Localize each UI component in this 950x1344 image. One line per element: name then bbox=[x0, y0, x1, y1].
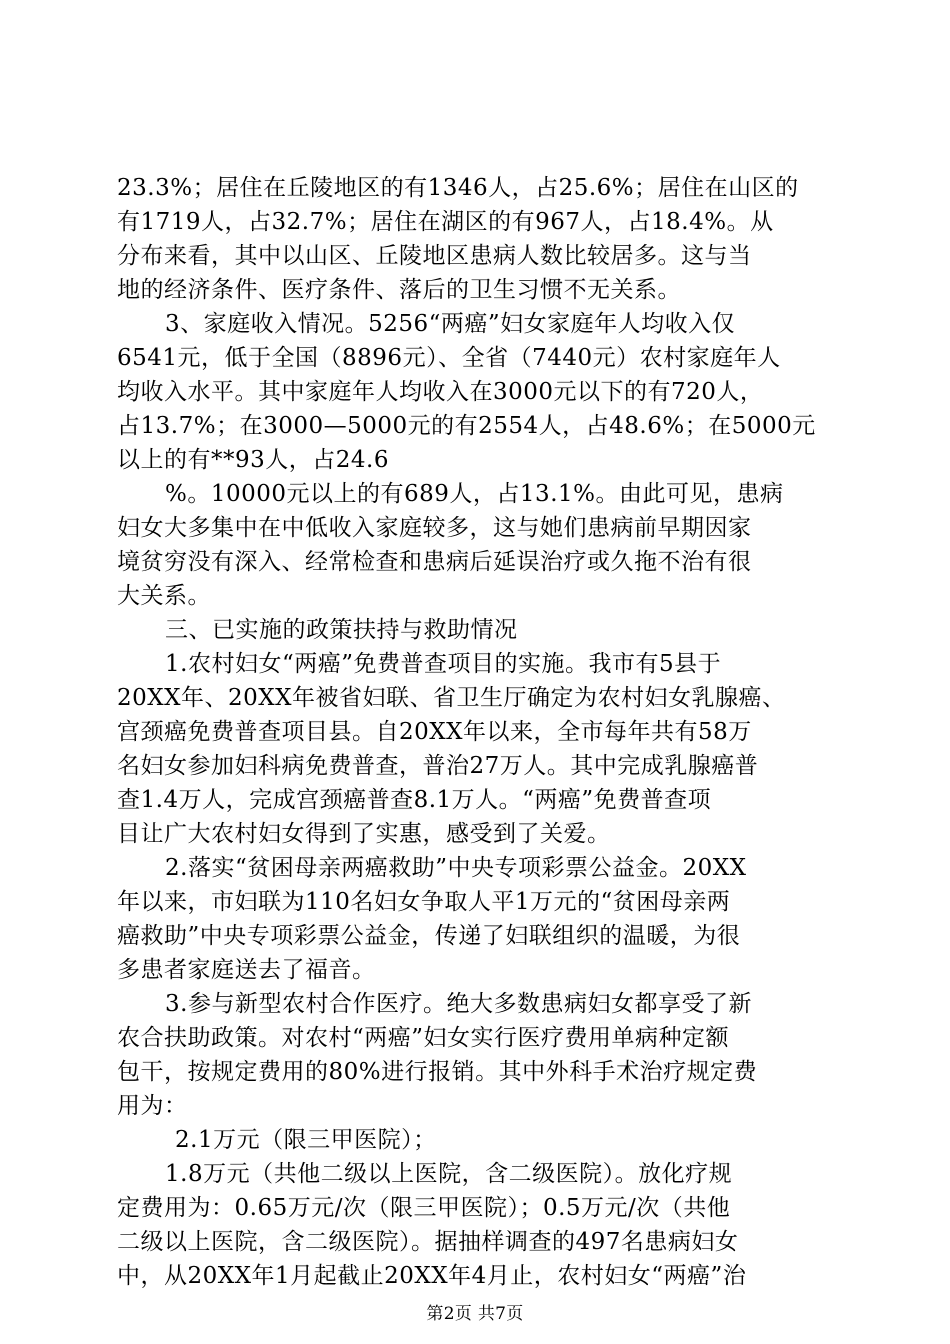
text-line: 用为： bbox=[117, 1093, 188, 1119]
text-line: %。10000元以上的有689人，占13.1%。由此可见，患病 bbox=[165, 481, 784, 507]
text-line: 1.农村妇女“两癌”免费普查项目的实施。我市有5县于 bbox=[165, 651, 722, 677]
text-line: 定费用为：0.65万元/次（限三甲医院）；0.5万元/次（共他 bbox=[117, 1195, 731, 1221]
text-line: 以上的有**93人，占24.6 bbox=[117, 447, 389, 473]
text-line: 包干，按规定费用的80%进行报销。其中外科手术治疗规定费 bbox=[117, 1059, 758, 1085]
text-line: 分布来看，其中以山区、丘陵地区患病人数比较居多。这与当 bbox=[117, 243, 752, 269]
text-line: 3.参与新型农村合作医疗。绝大多数患病妇女都享受了新 bbox=[165, 991, 752, 1017]
text-line: 年以来，市妇联为110名妇女争取人平1万元的“贫困母亲两 bbox=[117, 889, 731, 915]
text-line: 二级以上医院，含二级医院）。据抽样调查的497名患病妇女 bbox=[117, 1229, 739, 1255]
text-line: 大关系。 bbox=[117, 583, 211, 609]
text-line: 妇女大多集中在中低收入家庭较多，这与她们患病前早期因家 bbox=[117, 515, 752, 541]
section-heading: 三、已实施的政策扶持与救助情况 bbox=[165, 617, 518, 643]
text-line: 中，从20XX年1月起截止20XX年4月止，农村妇女“两癌”治 bbox=[117, 1263, 747, 1289]
text-line: 3、家庭收入情况。5256“两癌”妇女家庭年人均收入仅 bbox=[165, 311, 736, 337]
text-line: 占13.7%；在3000—5000元的有2554人，占48.6%；在5000元 bbox=[117, 413, 816, 439]
text-line: 23.3%；居住在丘陵地区的有1346人，占25.6%；居住在山区的 bbox=[117, 175, 799, 201]
text-line: 6541元，低于全国（8896元）、全省（7440元）农村家庭年人 bbox=[117, 345, 781, 371]
text-line: 癌救助”中央专项彩票公益金，传递了妇联组织的温暖，为很 bbox=[117, 923, 741, 949]
text-line: 均收入水平。其中家庭年人均收入在3000元以下的有720人， bbox=[117, 379, 764, 405]
text-line: 境贫穷没有深入、经常检查和患病后延误治疗或久拖不治有很 bbox=[117, 549, 752, 575]
text-line: 2.1万元（限三甲医院）； bbox=[175, 1127, 437, 1153]
text-line: 农合扶助政策。对农村“两癌”妇女实行医疗费用单病种定额 bbox=[117, 1025, 730, 1051]
text-line: 地的经济条件、医疗条件、落后的卫生习惯不无关系。 bbox=[117, 277, 681, 303]
text-line: 名妇女参加妇科病免费普查，普治27万人。其中完成乳腺癌普 bbox=[117, 753, 759, 779]
text-line: 查1.4万人，完成宫颈癌普查8.1万人。“两癌”免费普查项 bbox=[117, 787, 712, 813]
text-line: 多患者家庭送去了福音。 bbox=[117, 957, 376, 983]
text-line: 宫颈癌免费普查项目县。自20XX年以来，全市每年共有58万 bbox=[117, 719, 752, 745]
text-line: 20XX年、20XX年被省妇联、省卫生厅确定为农村妇女乳腺癌、 bbox=[117, 685, 786, 711]
text-line: 1.8万元（共他二级以上医院，含二级医院）。放化疗规 bbox=[165, 1161, 733, 1187]
text-line: 目让广大农村妇女得到了实惠，感受到了关爱。 bbox=[117, 821, 611, 847]
text-line: 有1719人，占32.7%；居住在湖区的有967人，占18.4%。从 bbox=[117, 209, 774, 235]
page-number-footer: 第2页 共7页 bbox=[426, 1304, 524, 1324]
text-line: 2.落实“贫困母亲两癌救助”中央专项彩票公益金。20XX bbox=[165, 855, 747, 881]
